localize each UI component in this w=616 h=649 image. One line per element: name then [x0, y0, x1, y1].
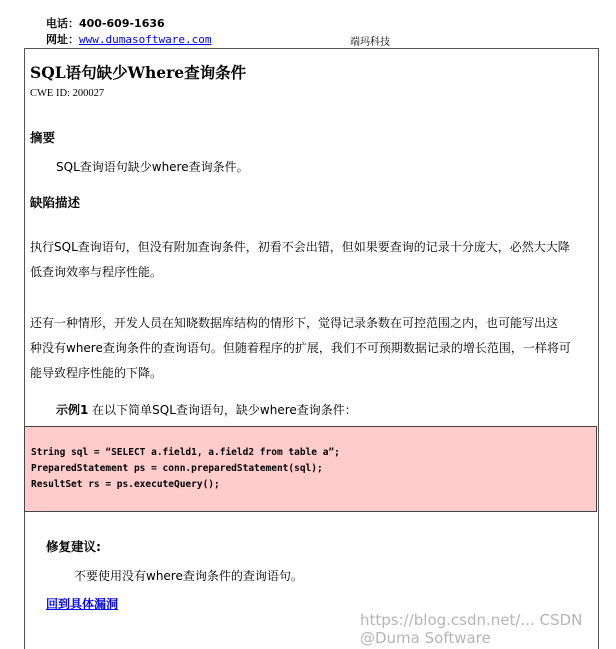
fix-text: 不要使用没有where查询条件的查询语句。: [74, 569, 303, 583]
site-link[interactable]: www.dumasoftware.com: [79, 33, 212, 46]
description-paragraph-2: [30, 311, 571, 386]
back-to-vulnerability-link[interactable]: 回到具体漏洞: [46, 597, 119, 611]
phone-number: 400-609-1636: [79, 17, 165, 30]
watermark: https://blog.csdn.net/... CSDN @Duma Software: [360, 611, 583, 647]
code-line-3: ResultSet rs = ps.executeQuery();: [31, 479, 220, 490]
phone-row: [46, 16, 211, 32]
code-line-1: String sql = “SELECT a.field1, a.field2 from table a”;: [31, 447, 340, 458]
cwe-id: CWE ID: 200027: [30, 88, 105, 99]
summary-text: SQL查询语句缺少where查询条件。: [56, 160, 249, 174]
site-label: 网址：: [46, 33, 79, 46]
description-p2-line3: 能导致程序性能的下降。: [30, 366, 163, 380]
example-label: 示例1: [56, 403, 89, 417]
description-p2-line1: 还有一种情形，开发人员在知晓数据库结构的情形下，觉得记录条数在可控范围之内，也可能写出这: [30, 316, 559, 330]
example-intro: [56, 398, 357, 423]
page-title: SQL语句缺少Where查询条件: [30, 63, 247, 82]
description-heading: 缺陷描述: [30, 195, 81, 210]
example-text: 在以下简单SQL查询语句，缺少where查询条件：: [88, 403, 357, 417]
description-p2-line2: 种没有where查询条件的查询语句。但随着程序的扩展，我们不可预期数据记录的增长范围，一样将可: [30, 341, 571, 355]
summary-heading: 摘要: [30, 130, 56, 145]
contact-header: [46, 16, 211, 48]
site-row: [46, 32, 211, 48]
description-p1-line1: 执行SQL查询语句，但没有附加查询条件，初看不会出错，但如果要查询的记录十分庞大，必然大大降: [30, 240, 570, 254]
code-block: [24, 426, 597, 512]
description-p1-line2: 低查询效率与程序性能。: [30, 265, 163, 279]
code-line-2: PreparedStatement ps = conn.preparedStatement(sql);: [31, 463, 323, 474]
fix-heading: 修复建议:: [46, 539, 101, 554]
description-paragraph-1: [30, 235, 570, 285]
phone-label: 电话：: [46, 17, 79, 30]
company-name: 端玛科技: [350, 37, 390, 48]
